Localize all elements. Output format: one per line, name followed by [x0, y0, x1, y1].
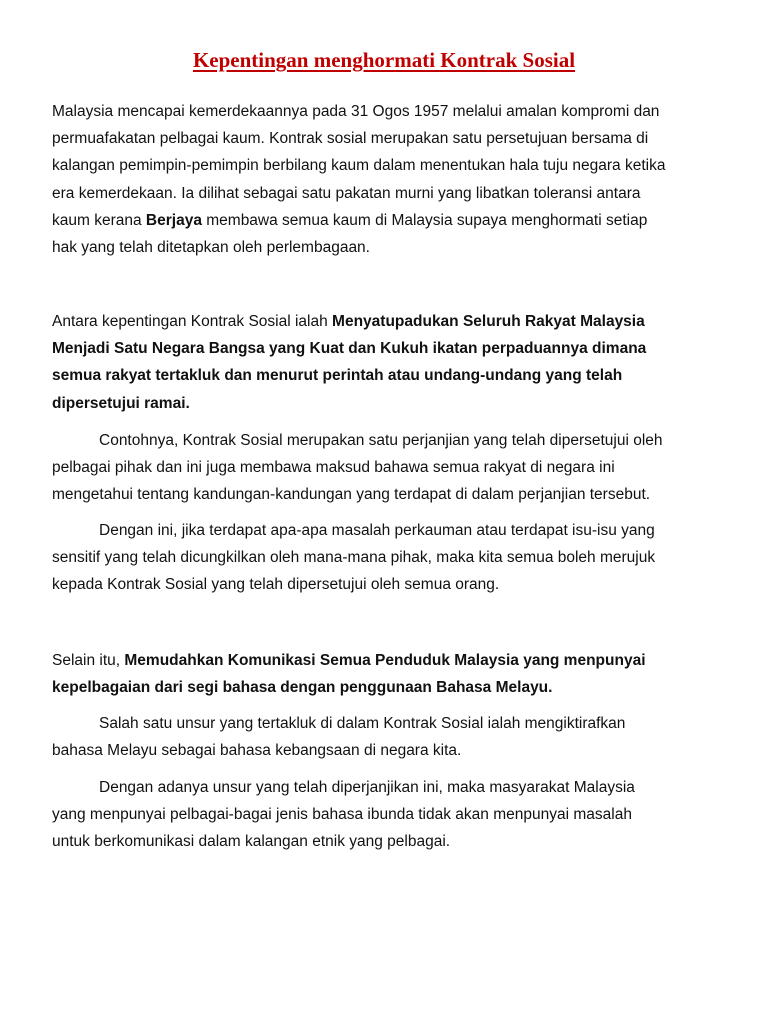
body-text: kalangan pemimpin-pemimpin berbilang kaum dalam menentukan hala tuju negara ketika — [52, 157, 666, 174]
bold-text: dipersetujui ramai. — [52, 395, 190, 412]
paragraph-4-line-3 — [52, 575, 499, 595]
body-text: Contohnya, Kontrak Sosial merupakan satu perjanjian yang telah dipersetujui oleh — [99, 432, 663, 449]
body-text: Dengan ini, jika terdapat apa-apa masalah perkauman atau terdapat isu-isu yang — [99, 522, 655, 539]
paragraph-3-line-1 — [99, 431, 663, 451]
body-text: yang menpunyai pelbagai-bagai jenis bahasa ibunda tidak akan menpunyai masalah — [52, 806, 632, 823]
body-text: Antara kepentingan Kontrak Sosial ialah — [52, 313, 333, 330]
body-text: kaum kerana — [52, 212, 146, 229]
bold-text: Memudahkan Komunikasi Semua Penduduk Malaysia yang menpunyai — [124, 652, 646, 669]
paragraph-5-line-2 — [52, 678, 552, 698]
body-text: bahasa Melayu sebagai bahasa kebangsaan di negara kita. — [52, 742, 462, 759]
paragraph-7-line-3 — [52, 832, 450, 852]
body-text: Selain itu, — [52, 652, 125, 669]
paragraph-2-line-3 — [52, 366, 622, 386]
bold-text: Menyatupadukan Seluruh Rakyat Malaysia — [332, 313, 645, 330]
body-text: membawa semua kaum di Malaysia supaya menghormati setiap — [201, 212, 648, 229]
paragraph-1-line-4 — [52, 184, 641, 204]
document-title: Kepentingan menghormati Kontrak Sosial — [192, 48, 576, 72]
bold-text: Menjadi Satu Negara Bangsa yang Kuat dan Kukuh ikatan perpaduannya dimana — [52, 340, 647, 357]
paragraph-1-line-2 — [52, 129, 648, 149]
paragraph-1-line-6 — [52, 238, 370, 258]
paragraph-6-line-2 — [52, 741, 461, 761]
body-text: Dengan adanya unsur yang telah diperjanjikan ini, maka masyarakat Malaysia — [99, 779, 635, 796]
paragraph-1-line-1 — [52, 102, 659, 122]
body-text: pelbagai pihak dan ini juga membawa maksud bahawa semua rakyat di negara ini — [52, 459, 615, 476]
paragraph-6-line-1 — [99, 714, 625, 734]
paragraph-4-line-1 — [99, 521, 655, 541]
body-text: untuk berkomunikasi dalam kalangan etnik yang pelbagai. — [52, 833, 451, 850]
paragraph-2-line-1 — [52, 312, 645, 332]
bold-text: semua rakyat tertakluk dan menurut perintah atau undang-undang yang telah — [52, 367, 623, 384]
paragraph-7-line-2 — [52, 805, 632, 825]
paragraph-3-line-3 — [52, 485, 650, 505]
paragraph-2-line-2 — [52, 339, 646, 359]
paragraph-7-line-1 — [99, 778, 635, 798]
body-text: sensitif yang telah dicungkilkan oleh mana-mana pihak, maka kita semua boleh merujuk — [52, 549, 656, 566]
body-text: Salah satu unsur yang tertakluk di dalam Kontrak Sosial ialah mengiktirafkan — [99, 715, 626, 732]
paragraph-1-line-3 — [52, 156, 665, 176]
bold-text: Berjaya — [145, 212, 202, 229]
paragraph-4-line-2 — [52, 548, 655, 568]
body-text: mengetahui tentang kandungan-kandungan yang terdapat di dalam perjanjian tersebut. — [52, 486, 651, 503]
body-text: kepada Kontrak Sosial yang telah dipersetujui oleh semua orang. — [52, 576, 500, 593]
paragraph-5-line-1 — [52, 651, 646, 671]
body-text: era kemerdekaan. Ia dilihat sebagai satu pakatan murni yang libatkan toleransi antara — [52, 185, 641, 202]
paragraph-3-line-2 — [52, 458, 615, 478]
paragraph-2-line-4 — [52, 394, 190, 414]
body-text: Malaysia mencapai kemerdekaannya pada 31 Ogos 1957 melalui amalan kompromi dan — [52, 103, 660, 120]
body-text: permuafakatan pelbagai kaum. Kontrak sosial merupakan satu persetujuan bersama di — [52, 130, 649, 147]
bold-text: kepelbagaian dari segi bahasa dengan penggunaan Bahasa Melayu. — [52, 679, 553, 696]
paragraph-1-line-5 — [52, 211, 647, 231]
body-text: hak yang telah ditetapkan oleh perlembagaan. — [52, 239, 370, 256]
